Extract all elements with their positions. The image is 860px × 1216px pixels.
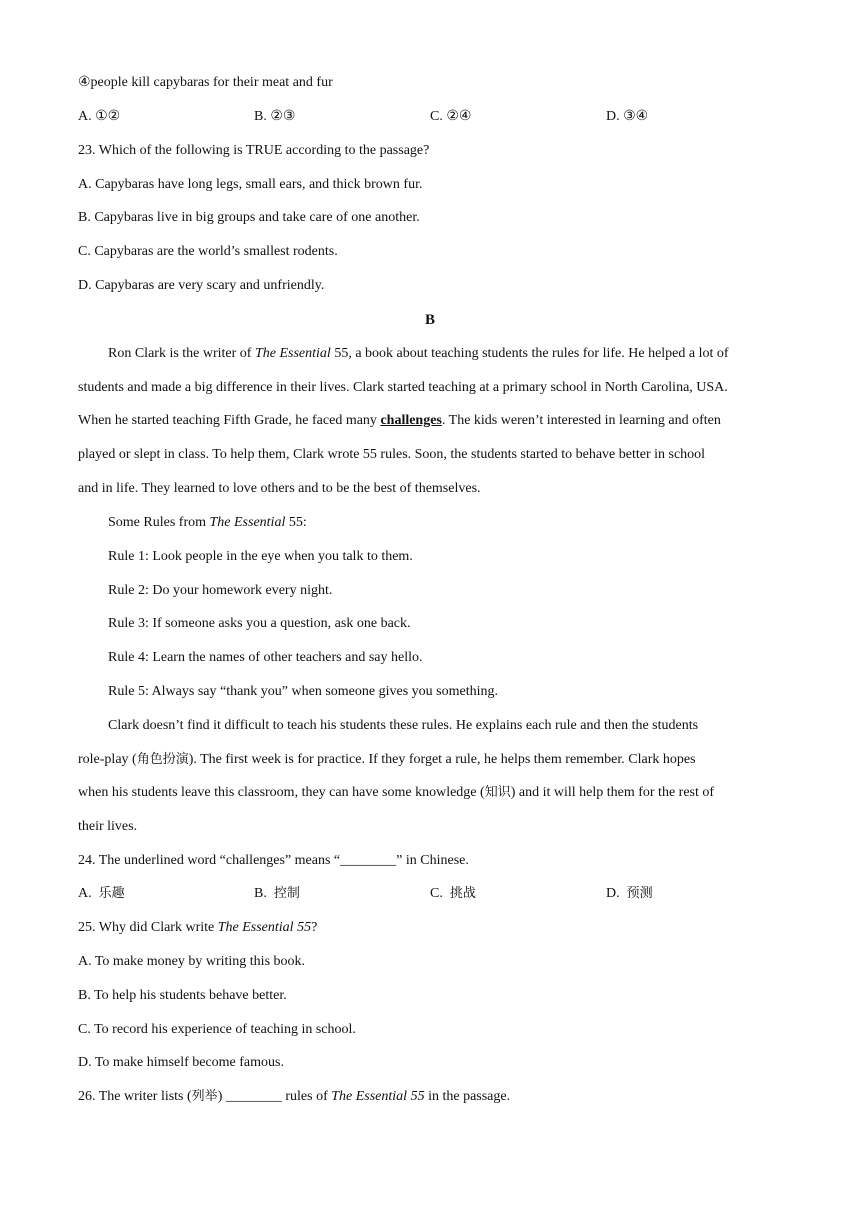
q22-item-4: ④people kill capybaras for their meat and fur: [78, 75, 333, 90]
underlined-word: challenges: [380, 413, 442, 428]
question-text: 25. Why did Clark write: [78, 920, 218, 935]
q23-option-d: D. Capybaras are very scary and unfriendly.: [78, 278, 325, 293]
q24-option-a: [78, 884, 125, 904]
rule-item: Rule 5: Always say “thank you” when someone gives you something.: [108, 684, 498, 699]
option-text: 挑战: [449, 886, 476, 901]
chinese-gloss: 角色扮演: [136, 752, 189, 767]
rule-item: Rule 3: If someone asks you a question, ask one back.: [108, 616, 411, 631]
q23-option-a: A. Capybaras have long legs, small ears, and thick brown fur.: [78, 177, 423, 192]
passage-line: Clark doesn’t find it difficult to teach his students these rules. He explains each rule and then the students: [108, 718, 699, 733]
chinese-gloss: 知识: [484, 785, 511, 800]
option-text: 控制: [273, 886, 300, 901]
passage-line: played or slept in class. To help them, Clark wrote 55 rules. Soon, the students started to behave better in school: [78, 447, 706, 462]
passage-text: Ron Clark is the writer of: [108, 346, 255, 361]
q24-option-c: [430, 884, 476, 904]
q23-question: 23. Which of the following is TRUE according to the passage?: [78, 143, 430, 158]
q25-option-c: C. To record his experience of teaching in school.: [78, 1022, 356, 1037]
option-letter: C.: [430, 886, 443, 901]
passage-text: When he started teaching Fifth Grade, he faced many: [78, 413, 381, 428]
chinese-gloss: 列举: [191, 1089, 218, 1104]
q25-option-b: B. To help his students behave better.: [78, 988, 287, 1003]
rules-intro: [108, 513, 307, 533]
passage-line: [78, 411, 721, 431]
book-title: The Essential 55: [217, 920, 312, 935]
question-text: in the passage.: [424, 1089, 511, 1104]
passage-text: Some Rules from: [108, 515, 210, 530]
passage-text: when his students leave this classroom, they can have some knowledge (: [78, 785, 485, 800]
rule-item: Rule 2: Do your homework every night.: [108, 583, 333, 598]
option-letter: B.: [254, 886, 267, 901]
q25-option-d: D. To make himself become famous.: [78, 1055, 284, 1070]
q25-option-a: A. To make money by writing this book.: [78, 954, 306, 969]
question-text: ) ________ rules of: [217, 1089, 332, 1104]
passage-line: their lives.: [78, 819, 138, 834]
option-text: 乐趣: [98, 886, 125, 901]
passage-line: [78, 783, 714, 803]
q22-option-a: A. ①②: [78, 109, 121, 124]
q23-option-b: B. Capybaras live in big groups and take care of one another.: [78, 210, 420, 225]
q22-option-b: B. ②③: [254, 109, 296, 124]
q22-option-c: C. ②④: [430, 109, 472, 124]
option-letter: D.: [606, 886, 620, 901]
passage-text: 55, a book about teaching students the rules for life. He helped a lot of: [330, 346, 729, 361]
rule-item: Rule 1: Look people in the eye when you talk to them.: [108, 549, 413, 564]
passage-line: [78, 750, 696, 770]
option-text: 预测: [626, 886, 653, 901]
question-text: 26. The writer lists (: [78, 1089, 192, 1104]
rule-item: Rule 4: Learn the names of other teachers and say hello.: [108, 650, 423, 665]
passage-line: students and made a big difference in their lives. Clark started teaching at a primary school in North Carolina, USA.: [78, 380, 728, 395]
passage-line: and in life. They learned to love others and to be the best of themselves.: [78, 481, 481, 496]
book-title: The Essential: [209, 515, 286, 530]
passage-text: role-play (: [78, 752, 137, 767]
q24-option-b: [254, 884, 300, 904]
question-text: ?: [311, 920, 318, 935]
passage-line: [108, 344, 729, 364]
q24-option-d: [606, 884, 653, 904]
passage-text: . The kids weren’t interested in learning and often: [441, 413, 721, 428]
passage-text: ). The first week is for practice. If they forget a rule, he helps them remember. Clark hopes: [188, 752, 696, 767]
option-letter: A.: [78, 886, 92, 901]
passage-text: 55:: [285, 515, 307, 530]
q23-option-c: C. Capybaras are the world’s smallest rodents.: [78, 244, 338, 259]
book-title: The Essential 55: [331, 1089, 425, 1104]
q26-question: [78, 1087, 510, 1107]
book-title: The Essential: [254, 346, 331, 361]
q24-question: 24. The underlined word “challenges” means “________” in Chinese.: [78, 853, 469, 868]
q22-option-d: D. ③④: [606, 109, 649, 124]
q25-question: [78, 918, 317, 938]
section-heading: B: [424, 312, 435, 328]
passage-text: ) and it will help them for the rest of: [510, 785, 715, 800]
